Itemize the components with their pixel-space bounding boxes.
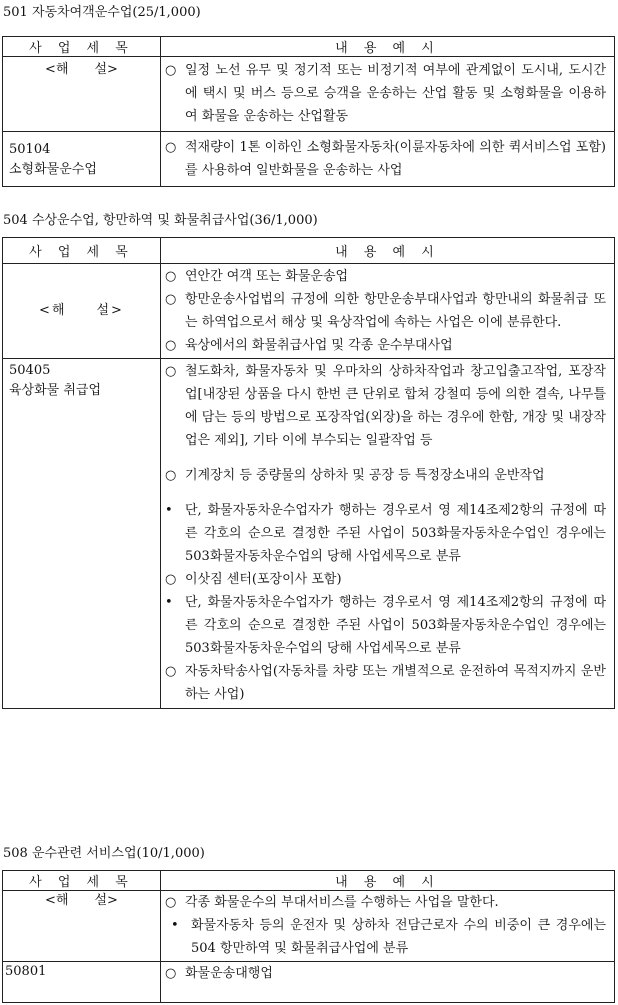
circle-bullet-icon: ○ (165, 664, 177, 679)
content-cell (161, 132, 615, 187)
list-item: ○ 각종 화물운수의 부대서비스를 수행하는 사업을 말한다. (161, 891, 614, 914)
section-title: 501 자동차여객운수업(25/1,000) (3, 5, 201, 20)
content-cell (161, 891, 615, 962)
section-table (2, 870, 615, 1003)
commentary-label: <해 설> (3, 264, 161, 359)
table-header-row (3, 238, 615, 264)
category-cell (3, 132, 161, 187)
section-table (2, 237, 615, 709)
section-title: 504 수상운수업, 항만하역 및 화물취급사업(36/1,000) (3, 213, 318, 228)
list-item: • 화물자동차 등의 운전자 및 상하차 전담근로자 수의 비중이 큰 경우에는 504 항만하역 및 화물취급사업에 분류 (161, 914, 614, 960)
list-item: ○ 철도화차, 화물자동차 및 우마차의 상하차작업과 창고입출고작업, 포장작업[내장된 상품을 다시 한번 큰 단위로 합쳐 강철띠 등에 의한 결속, 나무틀에 담는 등의 방법으로 포장작업(외장)을 하는 경우에 한함, 개장 및 내장작업은 제외], 기타 이에 부수되는 일괄작업 등 (161, 360, 614, 452)
circle-bullet-icon: ○ (165, 572, 177, 587)
category-cell (3, 962, 161, 1003)
table-row (3, 132, 615, 187)
category-code: 50801 (5, 964, 47, 979)
table-header-row (3, 37, 615, 57)
content-cell (161, 264, 615, 359)
commentary-label: <해 설> (3, 891, 161, 962)
circle-bullet-icon: ○ (165, 63, 177, 78)
section-title: 508 운수관련 서비스업(10/1,000) (3, 846, 205, 861)
column-header-content: 내 용 예 시 (161, 871, 615, 891)
table-row (3, 359, 615, 709)
list-item: • 단, 화물자동차운수업자가 행하는 경우로서 영 제14조제2항의 규정에 따른 각호의 순으로 결정한 주된 사업이 503화물자동차운수업인 경우에는 503화물자동차운수업의 당해 사업세목으로 분류 (161, 591, 614, 660)
table-row (3, 264, 615, 359)
table-row (3, 57, 615, 132)
list-item: ○ 이삿짐 센터(포장이사 포함) (161, 568, 614, 591)
circle-bullet-icon: ○ (165, 966, 177, 981)
category-name: 육상화물 취급업 (9, 383, 102, 398)
dot-bullet-icon: • (165, 595, 173, 610)
list-item: • 단, 화물자동차운수업자가 행하는 경우로서 영 제14조제2항의 규정에 따른 각호의 순으로 결정한 주된 사업이 503화물자동차운수업인 경우에는 503화물자동차운수업의 당해 사업세목으로 분류 (161, 499, 614, 568)
content-cell (161, 359, 615, 709)
column-header-category: 사 업 세 목 (3, 871, 161, 891)
circle-bullet-icon: ○ (165, 468, 177, 483)
category-cell (3, 359, 161, 709)
category-name: 소형화물운수업 (9, 162, 97, 177)
circle-bullet-icon: ○ (165, 895, 177, 910)
commentary-label: <해 설> (3, 57, 161, 132)
list-item: ○ 일정 노선 유무 및 정기적 또는 비정기적 여부에 관계없이 도시내, 도시간에 택시 및 버스 등으로 승객을 운송하는 산업 활동 및 소형화물을 이용하여 화물을 운송하는 산업활동 (161, 59, 614, 128)
list-item: ○ 연안간 여객 또는 화물운송업 (161, 265, 614, 288)
column-header-content: 내 용 예 시 (161, 37, 615, 57)
category-code: 50104 (9, 142, 51, 157)
list-item: ○ 기계장치 등 중량물의 상하차 및 공장 등 특정장소내의 운반작업 (161, 464, 614, 487)
list-item: ○ 적재량이 1톤 이하인 소형화물자동차(이륜자동차에 의한 퀵서비스업 포함)를 사용하여 일반화물을 운송하는 사업 (161, 136, 614, 182)
circle-bullet-icon: ○ (165, 364, 177, 379)
content-cell (161, 57, 615, 132)
section-table (2, 36, 615, 187)
table-row (3, 891, 615, 962)
content-cell (161, 962, 615, 1003)
column-header-category: 사 업 세 목 (3, 238, 161, 264)
circle-bullet-icon: ○ (165, 292, 177, 307)
list-item: ○ 항만운송사업법의 규정에 의한 항만운송부대사업과 항만내의 화물취급 또는 하역업으로서 해상 및 육상작업에 속하는 사업은 이에 분류한다. (161, 288, 614, 334)
circle-bullet-icon: ○ (165, 338, 177, 353)
column-header-content: 내 용 예 시 (161, 238, 615, 264)
table-header-row (3, 871, 615, 891)
dot-bullet-icon: • (165, 503, 173, 518)
category-code: 50405 (9, 363, 51, 378)
column-header-category: 사 업 세 목 (3, 37, 161, 57)
circle-bullet-icon: ○ (165, 140, 177, 155)
dot-bullet-icon: • (171, 918, 179, 933)
list-item: ○ 육상에서의 화물취급사업 및 각종 운수부대사업 (161, 334, 614, 357)
list-item: ○ 화물운송대행업 (161, 962, 614, 985)
circle-bullet-icon: ○ (165, 269, 177, 284)
table-row (3, 962, 615, 1003)
list-item: ○ 자동차탁송사업(자동차를 차량 또는 개별적으로 운전하여 목적지까지 운반하는 사업) (161, 660, 614, 706)
